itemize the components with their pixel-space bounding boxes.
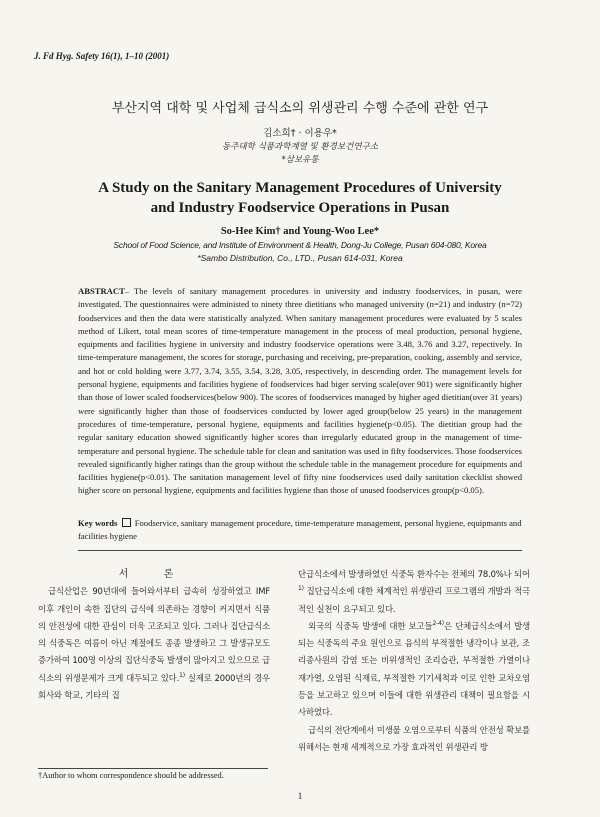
- english-title-line-2: and Industry Foodservice Operations in Pusan: [150, 200, 450, 216]
- footnote-divider: [38, 768, 268, 769]
- right-p1-text-b: 집단급식소에 대한 체계적인 위생관리 프로그램의 개발과 적극적인 실천이 요구되고 있다.: [298, 586, 530, 614]
- right-column: [298, 566, 530, 756]
- english-affiliation-2: *Sambo Distribution, Co., LTD., Pusan 614-031, Korea: [197, 253, 403, 263]
- journal-citation: J. Fd Hyg. Safety 16(1), 1–10 (2001): [34, 51, 170, 61]
- right-paragraph-2: [298, 618, 530, 722]
- citation-ref: 1): [179, 671, 185, 679]
- right-p2-text-b: 은 단체급식소에서 발생되는 식중독의 주요 원인으로 음식의 부적절한 냉각이나 보관, 조리종사원의 감염 또는 비위생적인 조리습관, 부적절한 가열이나 재가열, 오염된 식재료, 부적절한 기기세척과 이로 인한 교차오염 등을 보고하고 있으며 이들에 대한 위생관리 대책이 필요함을 시사하였다.: [298, 620, 530, 718]
- korean-affiliation-1: 동주대학 식품과학계열 및 환경보건연구소: [222, 142, 378, 152]
- abstract-label: ABSTRACT: [78, 286, 125, 296]
- left-column: [38, 566, 270, 704]
- english-authors: So-Hee Kim† and Young-Woo Lee*: [220, 226, 380, 237]
- korean-authors: 김소희† · 이용우*: [263, 128, 337, 139]
- english-title-line-1: A Study on the Sanitary Management Procedures of University: [98, 180, 502, 196]
- left-paragraph-1: [38, 583, 270, 704]
- keywords-box-icon: [122, 518, 131, 527]
- section-heading-introduction: 서 론: [118, 569, 190, 580]
- keywords: [78, 517, 522, 543]
- page-number: 1: [297, 791, 303, 801]
- abstract-text: – The levels of sanitary management procedures in university and industry foodservices, in pusan, were investigated. The questionnaires were administed to ninety three dietitians who managed university (n=21) and industry (n=72) foodservices and then the data were statistically analyzed. When sanitary management procedures were evaluated by 5 scales method of Likert, total mean scores of time-temperature management in the process of meal production, personal hygiene, equipments and facilities hygiene in university and industry foodservice operations were 3.48, 3.76 and 3.27, repectively. In time-temperature management, the scores for storage, purchasing and receiving, pre-preparation, cooking, assembly and service, and hot or cold holding were 3.77, 3.74, 3.55, 3.54, 3.28, 3.05, respectively, in descending order. The management levels for personal hygiene, equipments and facilities hygiene of foodservices had biger serving scale(over 901) were significantly higher than those of lower scaled foodservices(below 900). The scores of foodservices managed by higher aged dietitian(over 31 years) were significantly higher than those of foodservices conducted by lower aged group(below 25 years) in the management procedures of time-temperature, personal hygiene, equipments and facilities hygiene(p<0.05). The dietitian group had the regular sanitary education showed significantly higher scores than irregularly educated group in the management of time-temperature and personal hygiene. The schedule table for clean and sanitation was used in fifty foodservices. Those foodservices revealed significantly higher ratings than the group without the schedule table in the management procedure for equipments and facilities hygiene(p<0.01). The sanitation management level of fifty nine foodservices used daily sanitation ckecklist showed higher score on personal hygiene, equipments and facilities hygiene than those of unused foodservices group(p<0.05).: [78, 286, 522, 496]
- korean-title: 부산지역 대학 및 사업체 급식소의 위생관리 수행 수준에 관한 연구: [111, 101, 489, 116]
- footnote: †Author to whom correspondence should be addressed.: [38, 771, 224, 780]
- citation-ref: 1): [298, 585, 304, 593]
- right-p1-text-a: 단급식소에서 발생하였던 식중독 환자수는 전체의 78.0%나 되어: [298, 569, 530, 579]
- left-p1-text-a: 급식산업은 90년대에 들어와서부터 급속히 성장하였고 IMF 이후 개인이 속한 집단의 급식에 의존하는 경향이 커지면서 식품의 안전성에 대한 관심이 더욱 고조되고 있다. 그러나 집단급식소의 식중독은 여름이 아닌 계절에도 종종 발생하고 그 발생규모도 증가하여 100명 이상의 집단식중독 발생이 많아지고 있으므로 급식소의 위생문제가 크게 대두되고 있다.: [38, 586, 270, 683]
- keywords-label: Key words: [78, 518, 118, 528]
- english-title: [20, 178, 580, 218]
- english-affiliation-1: School of Food Science, and Institute of Environment & Health, Dong-Ju College, Pusan 604-080, Korea: [113, 240, 487, 250]
- section-divider: [78, 550, 522, 551]
- right-paragraph-1: [298, 566, 530, 618]
- keywords-text: Foodservice, sanitary management procedure, time-temperature management, personal hygiene, equipmants and facilities hygiene: [78, 518, 522, 541]
- right-paragraph-3: 급식의 전단계에서 미생물 오염으로부터 식품의 안전성 확보를 위해서는 현재 세계적으로 가장 효과적인 위생관리 방: [298, 724, 530, 752]
- citation-ref: 2-4): [432, 620, 444, 628]
- left-p1-text-b: 실제로 2000년의 경우 회사와 학교, 기타의 집: [38, 672, 270, 701]
- right-p2-text-a: 외국의 식중독 발생에 대한 보고들: [308, 620, 433, 631]
- abstract: [78, 285, 522, 498]
- korean-affiliation-2: *삼보유통: [281, 155, 319, 165]
